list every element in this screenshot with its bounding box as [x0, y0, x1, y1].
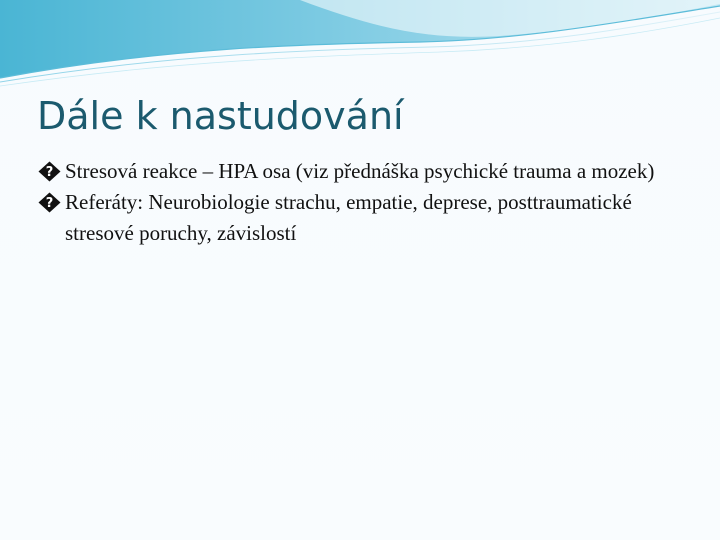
missing-glyph-icon [38, 161, 61, 182]
missing-glyph-icon [38, 192, 61, 213]
header-wave-decoration [0, 0, 720, 90]
bullet-item [38, 156, 688, 187]
bullet-text: Stresová reakce – HPA osa (viz přednáška psychické trauma a mozek) [65, 159, 655, 183]
bullet-list [38, 156, 688, 249]
bullet-text: Referáty: Neurobiologie strachu, empatie, deprese, posttraumatické stresové poruchy, závislostí [65, 190, 632, 245]
svg-text:?: ? [45, 165, 54, 180]
svg-text:?: ? [45, 196, 54, 211]
slide-title: Dále k nastudování [37, 94, 404, 138]
bullet-item [38, 187, 688, 249]
